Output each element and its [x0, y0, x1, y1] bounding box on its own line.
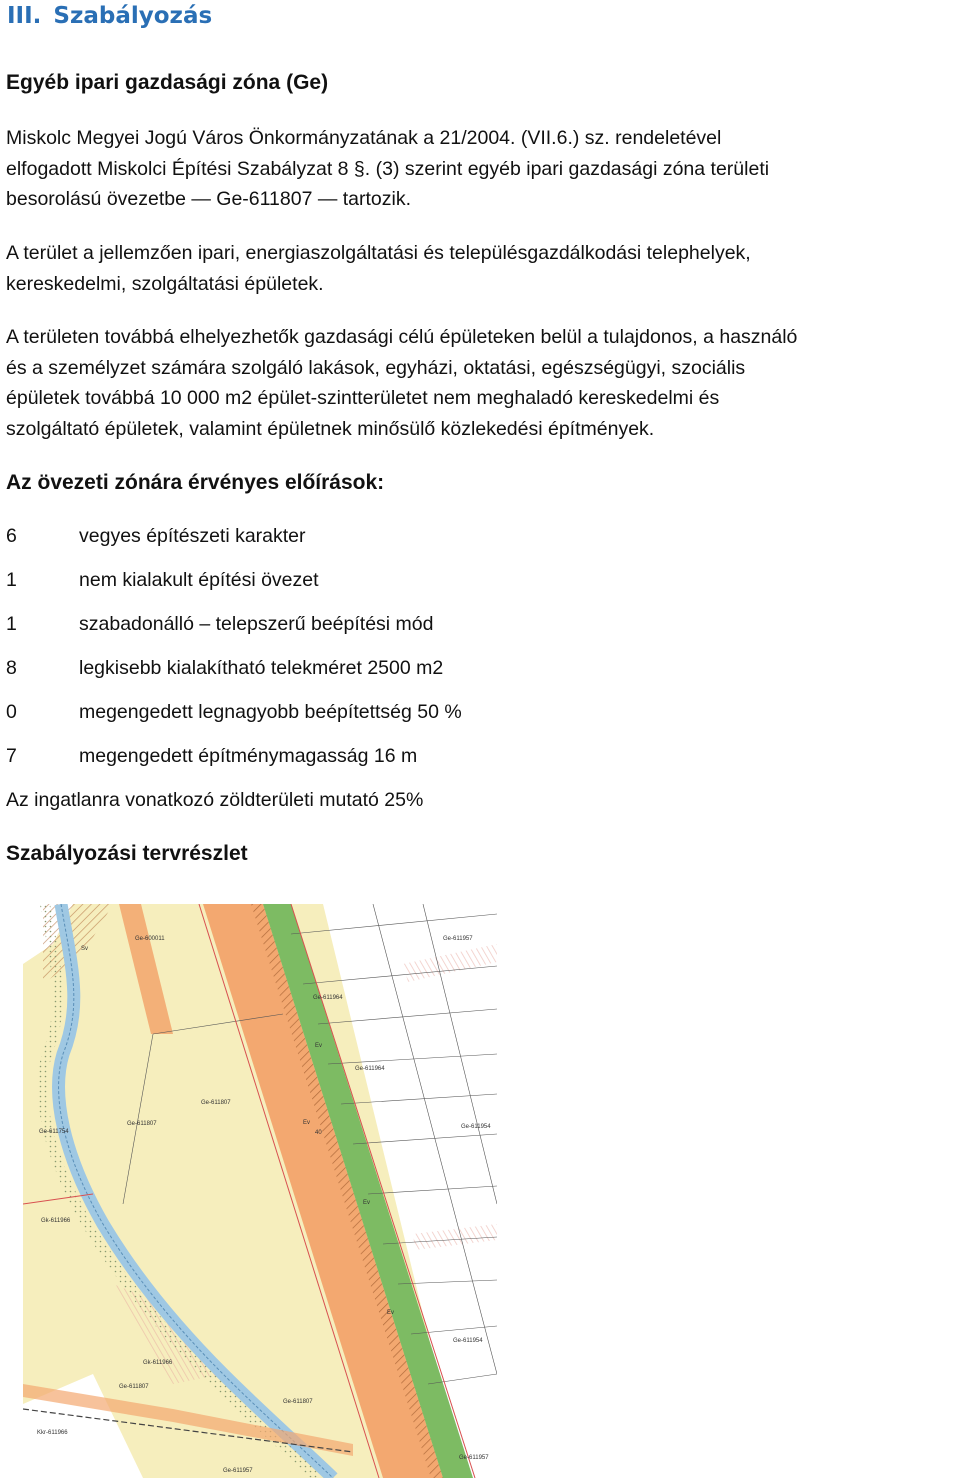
map-label: Ge-611954	[453, 1338, 483, 1344]
map-label: Ev	[363, 1200, 371, 1206]
map-label: Ge-611957	[223, 1468, 253, 1474]
plan-heading: Szabályozási tervrészlet	[6, 842, 248, 865]
map-label: Ge-611964	[355, 1066, 385, 1072]
map-label: Ev	[303, 1120, 311, 1126]
paragraph-line: besorolású övezetbe — Ge-611807 — tartozik.	[6, 188, 412, 210]
rule-item	[6, 654, 443, 682]
map-label: Ge-611957	[443, 936, 473, 942]
chapter-title: Szabályozás	[53, 3, 213, 29]
map-label: Ge-611807	[201, 1100, 231, 1106]
paragraph-line: elfogadott Miskolci Építési Szabályzat 8 §. (3) szerint egyéb ipari gazdasági zóna területi	[6, 157, 770, 180]
map-label: Ge-611807	[119, 1384, 149, 1390]
rule-code: 0	[6, 701, 17, 723]
rule-text: nem kialakult építési övezet	[79, 569, 319, 591]
rule-code: 7	[6, 745, 17, 767]
rule-text: megengedett építménymagasság 16 m	[79, 745, 418, 767]
zone-title: Egyéb ipari gazdasági zóna (Ge)	[6, 71, 329, 94]
rule-item	[6, 522, 306, 550]
paragraph-line: A területen továbbá elhelyezhetők gazdasági célú épületeken belül a tulajdonos, a használó	[6, 326, 798, 348]
paragraph-line: és a személyzet számára szolgáló lakások, egyházi, oktatási, egészségügyi, szociális	[6, 356, 746, 379]
map-label: Ge-600011	[135, 936, 165, 942]
map-label: Ev	[315, 1043, 323, 1049]
rule-text: vegyes építészeti karakter	[79, 525, 306, 547]
map-label: Ge-611807	[283, 1399, 313, 1405]
map-label: Ge-611754	[39, 1129, 69, 1135]
rule-code: 8	[6, 657, 17, 679]
map-label: Ge-611954	[461, 1124, 491, 1130]
map-label: Ge-611957	[459, 1455, 489, 1461]
map-label: Gk-611966	[41, 1218, 71, 1224]
rule-code: 6	[6, 525, 17, 547]
map-label: Ge-611964	[313, 995, 343, 1001]
rule-item	[6, 566, 319, 594]
rule-item	[6, 610, 434, 638]
rule-text: szabadonálló – telepszerű beépítési mód	[79, 613, 434, 635]
map-label: Kkr-611966	[37, 1430, 68, 1436]
chapter-number: III.	[7, 3, 42, 29]
map-label: 40	[315, 1130, 322, 1136]
rule-item	[6, 698, 462, 726]
paragraph-regulation	[6, 123, 958, 215]
paragraph-line: A terület a jellemzően ipari, energiaszolgáltatási és településgazdálkodási telephelyek,	[6, 242, 751, 264]
chapter-heading	[7, 0, 212, 32]
green-area-index: Az ingatlanra vonatkozó zöldterületi mutató 25%	[6, 789, 424, 811]
rules-heading: Az övezeti zónára érvényes előírások:	[6, 471, 385, 494]
rule-text: megengedett legnagyobb beépítettség 50 %	[79, 701, 462, 723]
map-label: Ev	[387, 1310, 395, 1316]
paragraph-area-description	[6, 238, 958, 299]
map-label: Sv	[81, 946, 89, 952]
rule-code: 1	[6, 613, 17, 635]
map-label: Ge-611807	[127, 1121, 157, 1127]
rule-text: legkisebb kialakítható telekméret 2500 m2	[79, 657, 444, 679]
map-drawing	[23, 904, 497, 1478]
paragraph-line: épületek továbbá 10 000 m2 épület-szintterületet nem meghaladó kereskedelmi és	[6, 387, 720, 409]
paragraph-line: kereskedelmi, szolgáltatási épületek.	[6, 272, 324, 295]
regulation-plan-map	[23, 904, 497, 1478]
paragraph-line: szolgáltató épületek, valamint épületnek minősülő közlekedési építmények.	[6, 417, 655, 440]
rule-code: 1	[6, 569, 17, 591]
paragraph-allowed-buildings	[6, 322, 958, 444]
map-label: Gk-611966	[143, 1360, 173, 1366]
rule-item	[6, 742, 417, 770]
paragraph-line: Miskolc Megyei Jogú Város Önkormányzatának a 21/2004. (VII.6.) sz. rendeletével	[6, 127, 722, 149]
